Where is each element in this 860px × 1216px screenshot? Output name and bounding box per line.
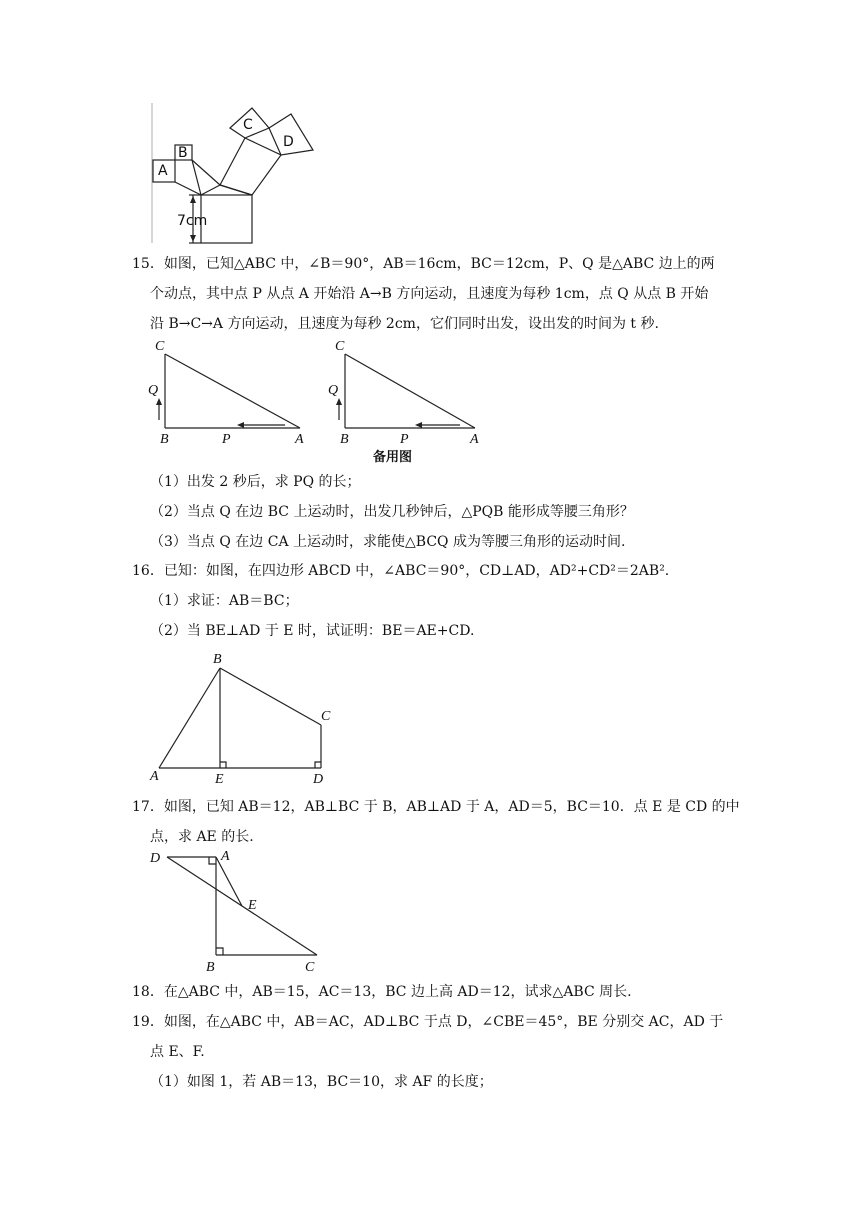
q15-line-3: 沿 B→C→A 方向运动，且速度为每秒 2cm，它们同时出发，设出发的时间为 t 秒. [150,316,659,332]
q16-line-1: 16．已知：如图，在四边形 ABCD 中，∠ABC＝90°，CD⊥AD，AD²+CD²＝2AB². [132,563,670,579]
label-d: D [313,772,324,787]
label-p: P [400,432,409,447]
q15-sub-2: （2）当点 Q 在边 BC 上运动时，出发几秒钟后，△PQB 能形成等腰三角形？ [150,504,634,520]
label-c: C [321,709,331,724]
q17-line-2: 点，求 AE 的长. [150,829,254,845]
label-c: C [335,339,345,354]
label-b: B [213,652,222,667]
label-e: E [248,898,257,913]
q16-sub-1: （1）求证：AB＝BC； [150,593,299,609]
q19-line-2: 点 E、F. [150,1044,205,1060]
label-d: D [283,134,294,150]
label-d: D [150,851,161,866]
label-p: P [222,432,231,447]
q15-sub-3: （3）当点 Q 在边 CA 上运动时，求能使△BCQ 成为等腰三角形的运动时间. [150,534,626,550]
label-a: A [150,769,159,784]
q15-line-2: 个动点，其中点 P 从点 A 开始沿 A→B 方向运动，且速度为每秒 1cm，点 Q 从点 B 开始 [150,286,709,302]
q16-sub-2: （2）当 BE⊥AD 于 E 时，试证明：BE＝AE+CD. [150,623,475,639]
label-c: C [243,117,253,133]
label-b: B [160,432,169,447]
q17-line-1: 17．如图，已知 AB＝12，AB⊥BC 于 B，AB⊥AD 于 A，AD＝5，BC＝10．点 E 是 CD 的中 [132,799,740,815]
label-b: B [340,432,349,447]
label-a: A [470,432,479,447]
figure-q15-main [145,338,310,448]
label-c: C [155,339,165,354]
backup-figure-caption: 备用图 [373,450,413,465]
figure-q16 [145,648,345,787]
label-a: A [221,849,230,864]
dimension-label: 7cm [177,213,208,229]
label-q: Q [148,383,159,398]
label-e: E [215,772,224,787]
label-a: A [295,432,304,447]
label-b: B [178,145,188,161]
q19-line-1: 19．如图，在△ABC 中，AB＝AC，AD⊥BC 于点 D，∠CBE＝45°，BE 分别交 AC，AD 于 [132,1014,724,1030]
label-c: C [305,960,315,975]
figure-squares [145,100,325,250]
figure-q17 [145,845,335,975]
label-b: B [206,960,215,975]
q15-line-1: 15．如图，已知△ABC 中，∠B＝90°，AB＝16cm，BC＝12cm，P、Q 是△ABC 边上的两 [132,256,715,272]
label-a: A [158,163,168,179]
label-q: Q [328,383,339,398]
q18-line-1: 18．在△ABC 中，AB＝15，AC＝13，BC 边上高 AD＝12，试求△ABC 周长. [132,984,632,1000]
figure-q15-backup [325,338,490,448]
q19-sub-1: （1）如图 1，若 AB＝13，BC＝10，求 AF 的长度； [150,1074,493,1090]
q15-sub-1: （1）出发 2 秒后，求 PQ 的长； [150,474,361,490]
